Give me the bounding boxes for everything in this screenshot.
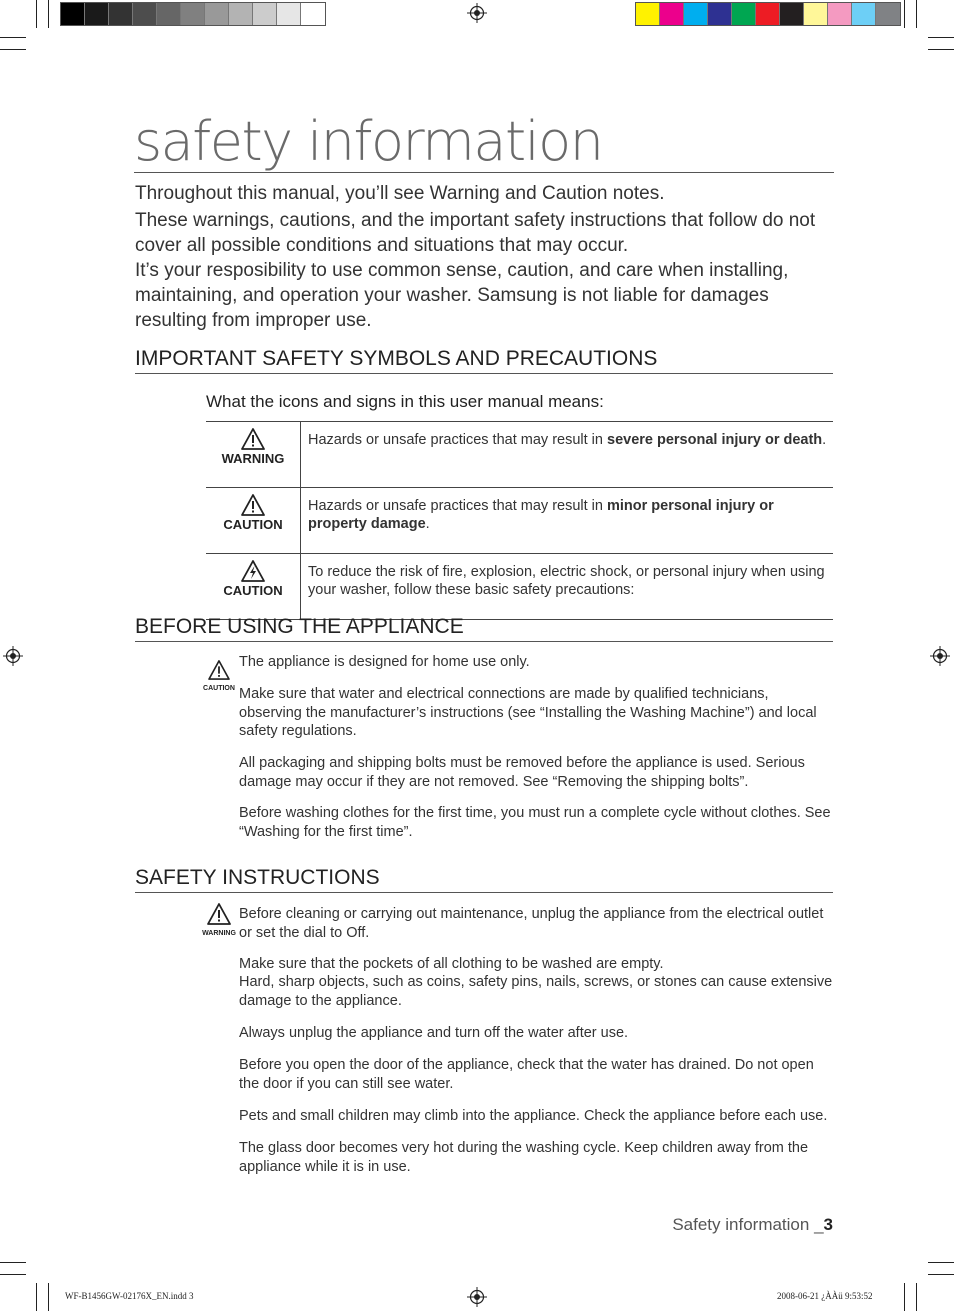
intro-paragraph: It’s your resposibility to use common sense, caution, and care when installing, maintaining, and operation your washer. Samsung is not liable for damages resulting from improper use. bbox=[135, 260, 789, 331]
symbol-cell bbox=[206, 422, 301, 488]
page-title: safety information bbox=[134, 112, 834, 173]
symbol-cell bbox=[206, 554, 301, 620]
description-text: Hazards or unsafe practices that may result in bbox=[308, 498, 607, 514]
crop-mark bbox=[0, 1274, 26, 1275]
symbol-description bbox=[301, 422, 834, 488]
registration-mark-icon bbox=[3, 646, 23, 666]
before-item: Before washing clothes for the first time, you must run a complete cycle without clothes. See “Washing for the first time”. bbox=[239, 805, 831, 840]
color-swatch bbox=[684, 3, 708, 25]
color-swatch bbox=[780, 3, 804, 25]
color-swatch bbox=[636, 3, 660, 25]
description-emphasis: minor personal injury or property damage bbox=[308, 498, 774, 532]
crop-mark bbox=[904, 0, 905, 28]
table-row bbox=[206, 422, 833, 488]
symbol-label: CAUTION bbox=[223, 517, 283, 532]
symbols-subheading: What the icons and signs in this user manual means: bbox=[206, 392, 604, 411]
warning-triangle-icon bbox=[241, 428, 265, 450]
symbol-label: WARNING bbox=[221, 451, 285, 466]
color-swatch bbox=[732, 3, 756, 25]
table-row bbox=[206, 488, 833, 554]
before-item: All packaging and shipping bolts must be removed before the appliance is used. Serious damage may occur if they are not removed. See “Removing the shipping bolts”. bbox=[239, 755, 805, 790]
color-swatch bbox=[277, 3, 301, 25]
registration-mark-icon bbox=[930, 646, 950, 666]
color-swatch bbox=[804, 3, 828, 25]
warning-badge bbox=[201, 903, 237, 938]
description-tail: . bbox=[425, 516, 430, 532]
section-heading-safety-instructions: SAFETY INSTRUCTIONS bbox=[135, 865, 833, 893]
section-heading-symbols: IMPORTANT SAFETY SYMBOLS AND PRECAUTIONS bbox=[135, 346, 833, 374]
intro-paragraph: Throughout this manual, you’ll see Warning and Caution notes. bbox=[135, 183, 665, 204]
print-slug-file: WF-B1456GW-02176X_EN.indd 3 bbox=[65, 1291, 194, 1301]
color-swatch bbox=[133, 3, 157, 25]
crop-mark bbox=[904, 1283, 905, 1311]
color-swatch bbox=[828, 3, 852, 25]
table-row bbox=[206, 554, 833, 620]
registration-mark-icon bbox=[467, 1287, 487, 1307]
color-swatch bbox=[205, 3, 229, 25]
crop-mark bbox=[36, 1283, 37, 1311]
page-footer bbox=[672, 1215, 833, 1235]
symbol-description bbox=[301, 488, 834, 554]
safety-item: Pets and small children may climb into the appliance. Check the appliance before each use. bbox=[239, 1108, 828, 1124]
safety-item: Before you open the door of the appliance, check that the water has drained. Do not open the door if you can still see water. bbox=[239, 1057, 814, 1092]
crop-mark bbox=[916, 0, 917, 28]
symbol-cell bbox=[206, 488, 301, 554]
color-swatch bbox=[85, 3, 109, 25]
safety-item: Always unplug the appliance and turn off the water after use. bbox=[239, 1025, 629, 1041]
footer-label: Safety information _ bbox=[672, 1215, 824, 1234]
print-slug-date: 2008-06-21 ¿ÀÀü 9:53:52 bbox=[777, 1291, 873, 1301]
symbol-label: CAUTION bbox=[223, 583, 283, 598]
symbols-table bbox=[206, 421, 833, 620]
color-swatch bbox=[756, 3, 780, 25]
description-emphasis: severe personal injury or death bbox=[607, 432, 823, 448]
process-color-bar bbox=[635, 2, 901, 26]
caution-triangle-icon bbox=[208, 660, 230, 680]
warning-triangle-icon bbox=[207, 903, 231, 925]
description-text: Hazards or unsafe practices that may result in bbox=[308, 432, 607, 448]
before-item: The appliance is designed for home use only. bbox=[239, 654, 530, 670]
safety-item: The glass door becomes very hot during the washing cycle. Keep children away from the appliance while it is in use. bbox=[239, 1140, 809, 1175]
caution-badge bbox=[202, 660, 236, 693]
color-swatch bbox=[708, 3, 732, 25]
crop-mark bbox=[48, 1283, 49, 1311]
crop-mark bbox=[48, 0, 49, 28]
crop-mark bbox=[36, 0, 37, 28]
color-swatch bbox=[876, 3, 900, 25]
grayscale-color-bar bbox=[60, 2, 326, 26]
color-swatch bbox=[109, 3, 133, 25]
description-tail: . bbox=[822, 432, 827, 448]
crop-mark bbox=[916, 1283, 917, 1311]
crop-mark bbox=[928, 1262, 954, 1263]
intro-paragraph: These warnings, cautions, and the important safety instructions that follow do not cover all possible conditions and situations that may occur. bbox=[135, 210, 816, 256]
crop-mark bbox=[0, 49, 26, 50]
symbol-description bbox=[301, 554, 834, 620]
section-heading-before-using: BEFORE USING THE APPLIANCE bbox=[135, 614, 833, 642]
crop-mark bbox=[0, 1262, 26, 1263]
description-text: To reduce the risk of fire, explosion, electric shock, or personal injury when using your washer, follow these basic safety precautions: bbox=[308, 564, 825, 598]
color-swatch bbox=[660, 3, 684, 25]
caution-label: CAUTION bbox=[203, 685, 235, 692]
crop-mark bbox=[0, 37, 26, 38]
registration-mark-icon bbox=[467, 3, 487, 23]
color-swatch bbox=[157, 3, 181, 25]
safety-item: Make sure that the pockets of all clothing to be washed are empty. bbox=[239, 956, 664, 972]
crop-mark bbox=[928, 1274, 954, 1275]
color-swatch bbox=[253, 3, 277, 25]
safety-item: Hard, sharp objects, such as coins, safety pins, nails, screws, or stones can cause extensive damage to the appliance. bbox=[239, 974, 833, 1009]
color-swatch bbox=[61, 3, 85, 25]
crop-mark bbox=[928, 49, 954, 50]
color-swatch bbox=[229, 3, 253, 25]
before-item: Make sure that water and electrical connections are made by qualified technicians, observing the manufacturer’s instructions (see “Installing the Washing Machine”) and local safety regulations. bbox=[239, 686, 817, 739]
color-swatch bbox=[852, 3, 876, 25]
page-number: 3 bbox=[823, 1215, 833, 1234]
electric-caution-icon bbox=[241, 560, 265, 582]
safety-item: Before cleaning or carrying out maintenance, unplug the appliance from the electrical outlet or set the dial to Off. bbox=[239, 906, 824, 941]
caution-triangle-icon bbox=[241, 494, 265, 516]
crop-mark bbox=[928, 37, 954, 38]
warning-label: WARNING bbox=[202, 930, 236, 937]
color-swatch bbox=[181, 3, 205, 25]
color-swatch bbox=[301, 3, 325, 25]
